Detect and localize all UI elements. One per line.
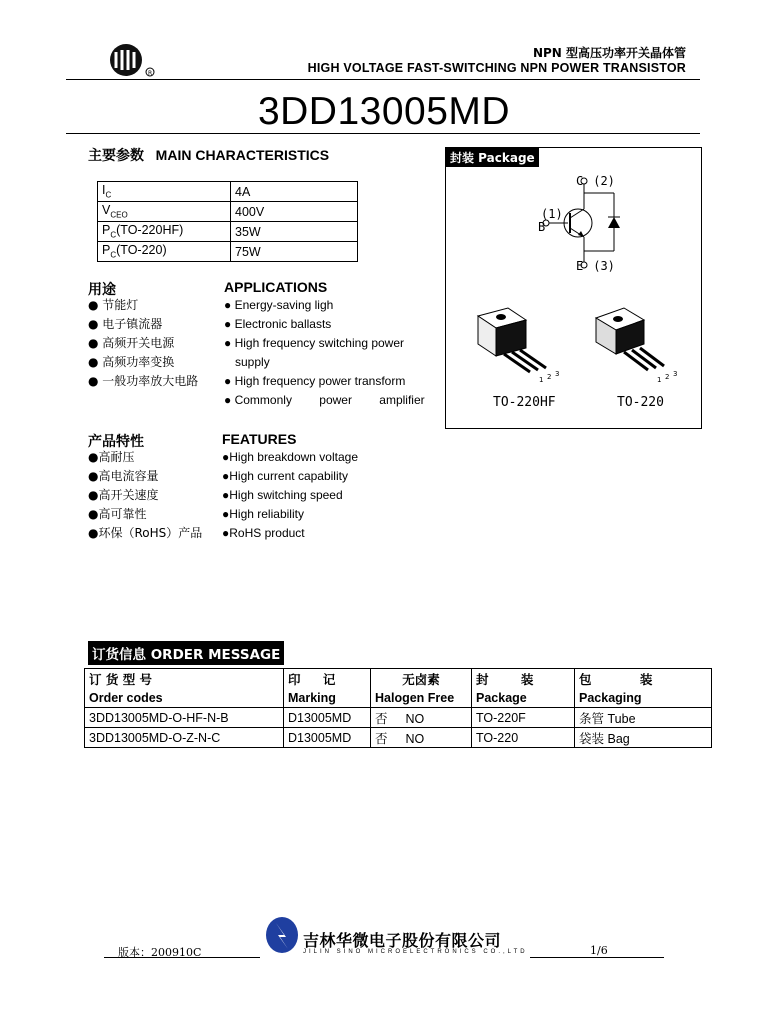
header-title-en: HIGH VOLTAGE FAST-SWITCHING NPN POWER TRANSISTOR — [307, 61, 686, 75]
footer-company-name-en: JILIN SINO MICROELECTRONICS CO.,LTD — [303, 949, 528, 955]
list-item: supply — [235, 355, 270, 369]
main-characteristics-heading — [88, 145, 329, 165]
table-header-cn — [85, 669, 712, 689]
footer-page-number: 1/6 — [590, 944, 608, 957]
list-item: ●High switching speed — [222, 488, 343, 502]
order-title: 订货信息 ORDER MESSAGE — [88, 641, 284, 665]
param-symbol: $I_C$ — [98, 182, 231, 202]
list-item: ● High frequency switching power — [224, 336, 405, 350]
features-title-en: FEATURES — [222, 431, 297, 447]
table-header-en — [85, 688, 712, 708]
list-item: ● Electronic ballasts — [224, 317, 332, 331]
list-item: ● 高频功率变换 — [88, 355, 175, 369]
to-220-package-image — [590, 306, 690, 386]
package-panel — [445, 147, 702, 429]
list-item: ●High breakdown voltage — [222, 450, 358, 464]
main-characteristics-title-en: MAIN CHARACTERISTICS — [155, 147, 330, 163]
to-220hf-package-image — [468, 306, 568, 386]
pkg1-pin-label: 3 — [555, 370, 560, 378]
table-row — [98, 202, 358, 222]
company-logo — [104, 42, 158, 78]
col-header: 封 装 — [472, 669, 575, 689]
features-list-en — [222, 448, 358, 543]
table-row — [98, 222, 358, 242]
header-title-cn: NPN 型高压功率开关晶体管 — [532, 46, 686, 60]
order-table — [84, 668, 712, 748]
pkg1-label: TO-220HF — [493, 395, 556, 410]
list-item: ●高开关速度 — [88, 488, 159, 502]
table-row — [98, 182, 358, 202]
list-item: ●High reliability — [222, 507, 304, 521]
main-characteristics-table — [97, 181, 358, 262]
footer-version: 版本：200910C — [118, 946, 202, 959]
order-code: 3DD13005MD-O-HF-N-B — [85, 708, 284, 728]
main-characteristics-title-cn: 主要参数 — [88, 148, 144, 164]
package: TO-220 — [472, 728, 575, 748]
pkg2-label: TO-220 — [617, 395, 664, 410]
col-header: Marking — [284, 688, 371, 708]
package-title: 封装 Package — [446, 148, 539, 167]
pin-e-label: E (3) — [576, 259, 615, 273]
list-item: ● High frequency power transform — [224, 374, 406, 388]
applications-title-cn: 用途 — [88, 282, 116, 298]
param-value: 75W — [231, 242, 358, 262]
pin-b-num: (1) — [541, 207, 563, 221]
list-item: ● 节能灯 — [88, 298, 139, 312]
list-item: ●高可靠性 — [88, 507, 147, 521]
title-rule — [66, 133, 700, 134]
package: TO-220F — [472, 708, 575, 728]
marking: D13005MD — [284, 728, 371, 748]
applications-list-cn — [88, 296, 198, 391]
list-item: ● Energy-saving ligh — [224, 298, 334, 312]
features-title-cn: 产品特性 — [88, 434, 144, 450]
param-value: 400V — [231, 202, 358, 222]
list-item: ● 电子镇流器 — [88, 317, 163, 331]
halogen-free: 否 NO — [371, 708, 472, 728]
param-symbol: $P_C(TO-220)$ — [98, 242, 231, 262]
header-rule — [66, 79, 700, 80]
col-header: Packaging — [575, 688, 712, 708]
footer-company-logo — [264, 915, 300, 955]
pkg1-pin-label: 1 — [539, 376, 544, 384]
footer-rule-right — [530, 957, 664, 958]
table-row — [98, 242, 358, 262]
table-row — [85, 708, 712, 728]
list-item: ●High current capability — [222, 469, 348, 483]
col-header: Package — [472, 688, 575, 708]
param-symbol: $P_C(TO-220HF)$ — [98, 222, 231, 242]
list-item: ● 一般功率放大电路 — [88, 374, 199, 388]
packaging: 条管 Tube — [575, 708, 712, 728]
list-item: ● 高频开关电源 — [88, 336, 175, 350]
features-list-cn — [88, 448, 202, 543]
part-number-title: 3DD13005MD — [257, 90, 511, 133]
list-item: ●RoHS product — [222, 526, 305, 540]
pin-b-label: B — [538, 220, 546, 234]
table-row — [85, 728, 712, 748]
applications-list-en — [224, 296, 434, 410]
param-symbol: $V_{CEO}$ — [98, 202, 231, 222]
halogen-free: 否 NO — [371, 728, 472, 748]
pkg1-pin-label: 2 — [547, 373, 552, 381]
param-value: 4A — [231, 182, 358, 202]
col-header: Order codes — [85, 688, 284, 708]
list-item: ●高电流容量 — [88, 469, 159, 483]
col-header: 包 装 — [575, 669, 712, 689]
col-header: 无卤素 — [371, 669, 472, 689]
pin-c-label: C (2) — [576, 174, 615, 188]
order-code: 3DD13005MD-O-Z-N-C — [85, 728, 284, 748]
list-item: ●高耐压 — [88, 450, 135, 464]
param-value: 35W — [231, 222, 358, 242]
svg-text:R: R — [148, 70, 153, 77]
pkg2-pin-label: 3 — [673, 370, 678, 378]
col-header: 订 货 型 号 — [85, 669, 284, 689]
pkg2-pin-label: 1 — [657, 376, 662, 384]
footer-company-name-cn: 吉林华微电子股份有限公司 — [303, 931, 502, 950]
col-header: Halogen Free — [371, 688, 472, 708]
applications-title-en: APPLICATIONS — [224, 279, 328, 295]
list-item: ● Commonly power amplifier — [224, 393, 425, 407]
list-item: ●环保（RoHS）产品 — [88, 526, 203, 540]
col-header: 印 记 — [284, 669, 371, 689]
marking: D13005MD — [284, 708, 371, 728]
pkg2-pin-label: 2 — [665, 373, 670, 381]
packaging: 袋装 Bag — [575, 728, 712, 748]
